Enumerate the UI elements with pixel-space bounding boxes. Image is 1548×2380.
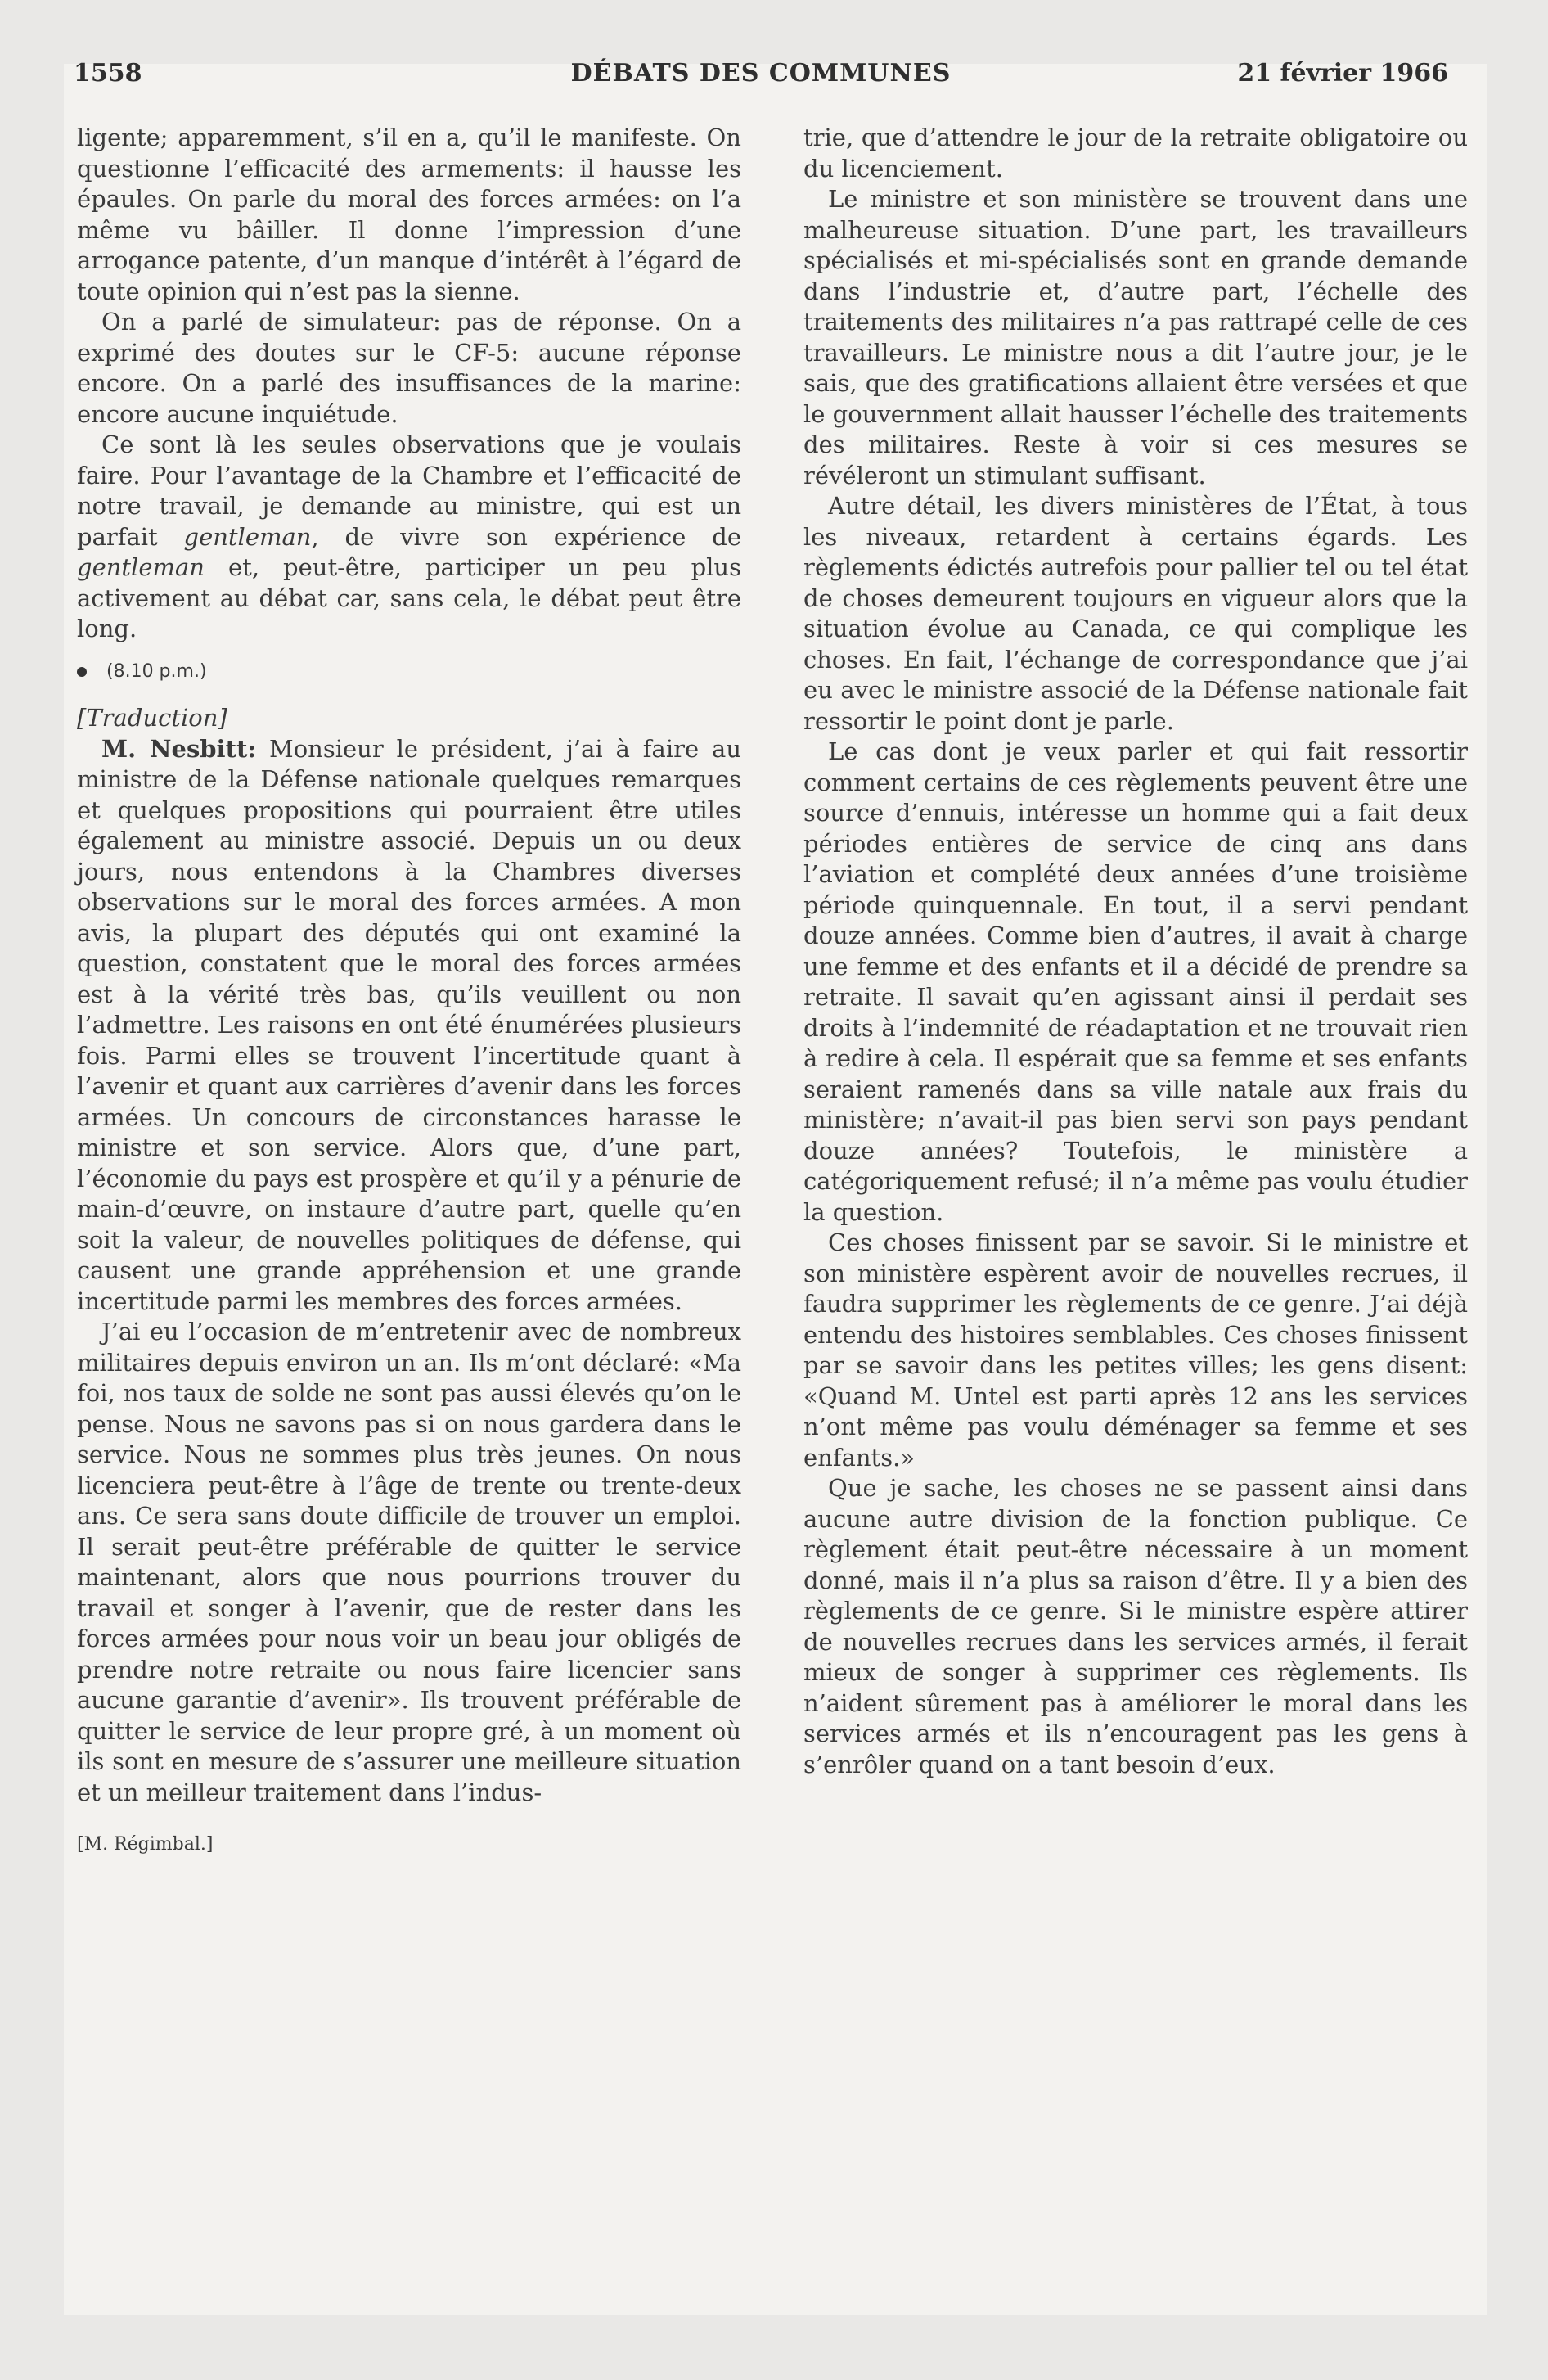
paragraph: trie, que d’attendre le jour de la retraite obligatoire ou du licenciement. (803, 124, 1468, 183)
paragraph: Autre détail, les divers ministères de l’État, à tous les niveaux, retardent à certains égards. Les règlements édictés autrefois pour pallier tel ou tel état de choses demeurent toujours en vigueur alors que la situation évolue au Canada, ce qui complique les choses. En fait, l’échange de correspondance que j’ai eu avec le ministre associé de la Défense nationale fait ressortir le point dont je parle. (803, 492, 1468, 735)
paragraph: M. Nesbitt: Monsieur le président, j’ai à faire au ministre de la Défense nationale quelques remarques et quelques propositions qui pourraient être utiles également au ministre associé. Depuis un ou deux jours, nous entendons à la Chambres diverses observations sur le moral des forces armées. A mon avis, la plupart des députés qui ont examiné la question, constatent que le moral des forces armées est à la vérité très bas, qu’ils veuillent ou non l’admettre. Les raisons en ont été énumérées plusieurs fois. Parmi elles se trouvent l’incertitude quant à l’avenir et quant aux carrières d’avenir dans les forces armées. Un concours de circonstances harasse le ministre et son service. Alors que, d’une part, l’économie du pays est prospère et qu’il y a pénurie de main-d’œuvre, on instaure d’autre part, quelle qu’en soit la valeur, de nouvelles politiques de défense, qui causent une grande appréhension et une grande incertitude parmi les membres des forces armées. (77, 734, 742, 1315)
right-column (803, 123, 1468, 1780)
translation-note: [Traduction] (77, 704, 227, 732)
paragraph: Ce sont là les seules observations que je voulais faire. Pour l’avantage de la Chambre et l’efficacité de notre travail, je demande au ministre, qui est un parfait gentleman, de vivre son expérience de gentleman et, peut-être, participer un peu plus activement au débat car, sans cela, le débat peut être long. (77, 430, 741, 642)
speaker-name: M. Nesbitt: (101, 734, 257, 763)
paragraph: ligente; apparemment, s’il en a, qu’il le manifeste. On questionne l’efficacité des armements: il hausse les épaules. On parle du moral des forces armées: on l’a même vu bâiller. Il donne l’impression d’une arrogance patente, d’un manque d’intérêt à l’égard de toute opinion qui n’est pas la sienne. (77, 124, 741, 305)
session-date: 21 février 1966 (1237, 59, 1448, 88)
left-column (77, 123, 741, 1860)
paragraph: Le cas dont je veux parler et qui fait ressortir comment certains de ces règlements peuvent être une source d’ennuis, intéresse un homme qui a fait deux périodes entières de service de cinq ans dans l’aviation et complété deux années d’une troisième période quinquennale. En tout, il a servi pendant douze années. Comme bien d’autres, il avait à charge une femme et des enfants et il a décidé de prendre sa retraite. Il savait qu’en agissant ainsi il perdait ses droits à l’indemnité de réadaptation et ne trouvait rien à redire à cela. Il espérait que sa femme et ses enfants seraient ramenés dans sa ville natale aux frais du ministère; n’avait-il pas bien servi son pays pendant douze années? Toutefois, le ministère a catégoriquement refusé; il n’a même pas voulu étudier la question. (803, 737, 1468, 1226)
paragraph: Le ministre et son ministère se trouvent dans une malheureuse situation. D’une part, les travailleurs spécialisés et mi-spécialisés sont en grande demande dans l’industrie et, d’autre part, l’échelle des traitements des militaires n’a pas rattrapé celle de ces travailleurs. Le ministre nous a dit l’autre jour, je le sais, que des gratifications allaient être versées et que le gouvernment allait hausser l’échelle des traitements des militaires. Reste à voir si ces mesures se révéleront un stimulant suffisant. (803, 185, 1468, 489)
bullet-icon (77, 667, 87, 677)
paragraph: Ces choses finissent par se savoir. Si le ministre et son ministère espèrent avoir de nouvelles recrues, il faudra supprimer les règlements de ce genre. J’ai déjà entendu des histoires semblables. Ces choses finissent par se savoir dans les petites villes; les gens disent: «Quand M. Untel est parti après 12 ans les services n’ont même pas voulu déménager sa femme et ses enfants.» (803, 1228, 1468, 1472)
page-footer: [M. Régimbal.] (77, 1834, 214, 1855)
paragraph: Que je sache, les choses ne se passent ainsi dans aucune autre division de la fonction publique. Ce règlement était peut-être nécessaire à un moment donné, mais il n’a plus sa raison d’être. Il y a bien des règlements de ce genre. Si le ministre espère attirer de nouvelles recrues dans les services armés, il ferait mieux de songer à supprimer ces règlements. Ils n’aident sûrement pas à améliorer le moral dans les services armés et ils n’encouragent pas les gens à s’enrôler quand on a tant besoin d’eux. (803, 1474, 1468, 1778)
page-header (74, 59, 1448, 100)
timestamp: (8.10 p.m.) (77, 656, 741, 687)
publication-title: DÉBATS DES COMMUNES (570, 59, 952, 88)
page-number: 1558 (74, 59, 142, 88)
paragraph: On a parlé de simulateur: pas de réponse. On a exprimé des doutes sur le CF-5: aucune réponse encore. On a parlé des insuffisances de la marine: encore aucune inquiétude. (77, 308, 741, 428)
paragraph: J’ai eu l’occasion de m’entretenir avec de nombreux militaires depuis environ un an. Ils m’ont déclaré: «Ma foi, nos taux de solde ne sont pas aussi élevés qu’on le pense. Nous ne savons pas si on nous gardera dans le service. Nous ne sommes plus très jeunes. On nous licenciera peut-être à l’âge de trente ou trente-deux ans. Ce sera sans doute difficile de trouver un emploi. Il serait peut-être préférable de quitter le service maintenant, alors que nous pourrions trouver du travail et songer à l’avenir, que de rester dans les forces armées pour nous voir un beau jour obligés de prendre notre retraite ou nous faire licencier sans aucune garantie d’avenir». Ils trouvent préférable de quitter le service de leur propre gré, à un moment où ils sont en mesure de s’assurer une meilleure situation et un meilleur traitement dans l’indus- (77, 1318, 741, 1806)
